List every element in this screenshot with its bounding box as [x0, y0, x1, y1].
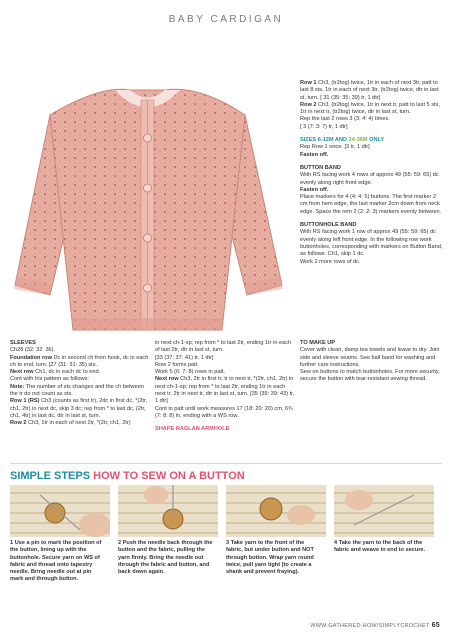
col2-text1: in next ch-1-sp; rep from * to last 2tr, ending 1tr in each of last 2tr, dtr in last st, turn. [155, 340, 292, 354]
col2-next-row-label: Next row [155, 376, 179, 383]
sizes-a: SIZES 6-12M [300, 137, 334, 144]
sleeve-row2-text: Ch3, 1tr in each of next 2tr, *(2tr, ch1, 2tr) [26, 420, 131, 427]
button-band-text2: Place markers for 4 (4: 4: 5) buttons. The first marker 2 cm from hem edge, the last marker 2cm down from neck edge. Space the rem 2 (2: 2: 3) markers evenly between. [300, 194, 442, 215]
step1-photo [10, 485, 110, 537]
section-divider [10, 463, 442, 464]
col2-next-row-paragraph [155, 376, 295, 405]
middle-column [155, 340, 295, 434]
row1-text: Ch3, (tr2tog) twice, 1tr in each of next 3tr, patt to last 8 sts, 1tr in each of next 3tr, (tr2tog) twice, dtr in last st, turn. [ 31 (35: 35: 39) tr, 1 dtr] [300, 80, 439, 101]
sizes-only: ONLY [367, 137, 385, 144]
step3-caption [226, 540, 322, 576]
row1-paragraph [300, 80, 445, 102]
step4-num: 4 [334, 540, 338, 546]
step1-text: Use a pin to mark the position of the button, lining up with the buttonhole. Secure yarn on WS of fabric and thread onto tapestry needle. Bring needle out at pin mark and through button. [10, 540, 102, 583]
row2-text: Ch3, (tr2tog) twice, 1tr in next tr, patt to last 5 sts, 1tr in next tr, (tr2tog) twice, dtr in last st, turn. [300, 101, 440, 116]
page-number: 65 [431, 622, 440, 629]
make-up-text: Cover with clean, damp tea towels and leave to dry. Join side and sleeve seams. See ball band for washing and further care instructions. [300, 347, 440, 368]
sizes-heading [300, 137, 445, 144]
sleeve-row2-label: Row 2 [10, 420, 27, 427]
repeat-result: [ 3 (7: 3: 7) tr, 1 dtr] [300, 123, 348, 130]
next-row-paragraph [10, 369, 150, 376]
buttonhole-text: With RS facing work 1 row of approx 49 (55: 59: 65) dc evenly along left front edge. In the following row work buttonholes, corresponding with markers on Button Band, as follows: Ch1, skip 1 dc. [300, 229, 443, 258]
make-up-text2: Sew on buttons to match buttonholes. For more security, secure the button with tear-resistant sewing thread. [300, 369, 440, 383]
steps-title-a: SIMPLE STEPS [10, 470, 91, 482]
next-row-text: Ch1, dc in each dc to end. [33, 369, 101, 376]
col2-text4: Work 5 (6: 7: 8) rows in patt. [155, 369, 226, 376]
button-band-fasten: Fasten off. [300, 186, 329, 193]
step2-photo [118, 485, 218, 537]
cont-text: Cont with Iris pattern as follows: [10, 376, 89, 383]
buttonhole-title: BUTTONHOLE BAND [300, 222, 357, 229]
step4-text: Take the yarn to the back of the fabric and weave in end to secure. [334, 540, 426, 554]
step4-caption [334, 540, 430, 555]
row2-paragraph [300, 102, 445, 117]
step2-text: Push the needle back through the button and the fabric, pulling the yarn firmly. Bring the needle out through the fabric and button, and back down again. [118, 540, 213, 576]
step4-photo [334, 485, 434, 537]
col2-text5: Cont in patt until work measures 17 (18: 20: 20) cm, 6¾ (7: 8: 8) in, ending with a WS row. [155, 405, 293, 419]
sleeves-text: Ch28 (32: 32: 36). [10, 347, 56, 354]
col2-text3: Row 2 forms patt. [155, 361, 199, 368]
note-text: The number of sts changes and the ch between the tr do not count as sts. [10, 383, 144, 398]
buttonhole-text2: Work 2 more rows of dc. [300, 258, 361, 265]
right-column [300, 80, 445, 266]
row2-label: Row 2 [300, 101, 317, 108]
step3-photo [226, 485, 326, 537]
repeat-text: Rep the last 2 rows 3 (3: 4: 4) times. [300, 116, 390, 123]
row1-label: Row 1 [300, 80, 317, 86]
sizes-text2: Fasten off. [300, 151, 329, 158]
cardigan-photo [10, 80, 285, 335]
steps-title-b: HOW TO SEW ON A BUTTON [93, 470, 245, 482]
sleeves-title: SLEEVES [10, 340, 36, 346]
next-row-label: Next row [10, 369, 34, 376]
page-footer [310, 622, 440, 629]
note-paragraph [10, 384, 150, 399]
step3-text: Take yarn to the front of the fabric, but under button and NOT through button. Wrap yarn round twice, pull yarn tight (to create a shank and prevent fraying). [226, 540, 314, 576]
sizes-text1: Rep Row 1 once. [3 tr, 1 dtr] [300, 144, 370, 151]
foundation-label: Foundation row [10, 354, 52, 361]
button-band-title: BUTTON BAND [300, 164, 341, 171]
row1-rs-text: Ch3 (counts as first tr), 2dc in first dc, *(2tr, ch1, 2tr) in next dc, skip 3 dc; rep from * to last dc, (2tr, ch1, 4tr) in last dc, dtr in last st, turn. [10, 398, 148, 419]
button-band-text: With RS facing work 4 rows of approx 49 (55: 59: 65) dc evenly along right front edge. [300, 172, 439, 186]
sleeve-row2-paragraph [10, 420, 150, 427]
make-up-column [300, 340, 445, 384]
row1-rs-paragraph [10, 398, 150, 420]
foundation-paragraph [10, 355, 150, 370]
col2-text2: [33 (37: 37: 41) tr, 1 dtr] [155, 354, 214, 361]
make-up-title: TO MAKE UP [300, 340, 336, 346]
shape-raglan-title: SHAPE RAGLAN ARMHOLE [155, 426, 230, 433]
footer-url[interactable]: WWW.GATHERED.HOW/SIMPLYCROCHET [310, 623, 430, 629]
page-header: BABY CARDIGAN [168, 14, 284, 25]
step1-num: 1 [10, 540, 14, 546]
col2-next-row-text: Ch3, 2tr in first tr, tr in next tr, *(2tr, ch1, 2tr) in next ch-1-sp; rep from * to last 2tr, ending 1tr in each next tr, 2tr in next tr, dtr in last st, turn. [35 (39: 39: 43) tr, 1 dtr] [155, 376, 295, 405]
row1-rs-label: Row 1 (RS) [10, 398, 40, 405]
sizes-and: AND [333, 137, 349, 144]
step1-caption [10, 540, 106, 584]
note-label: Note: [10, 383, 25, 390]
foundation-text: Dc in second ch from hook, dc in each ch to end, turn. [27 (31: 31: 35) sts. [10, 354, 149, 368]
sizes-b: 24-36M [348, 137, 368, 144]
sleeves-column [10, 340, 150, 428]
step3-num: 3 [226, 540, 230, 546]
simple-steps-title [10, 470, 245, 482]
step2-caption [118, 540, 214, 576]
step2-num: 2 [118, 540, 122, 546]
